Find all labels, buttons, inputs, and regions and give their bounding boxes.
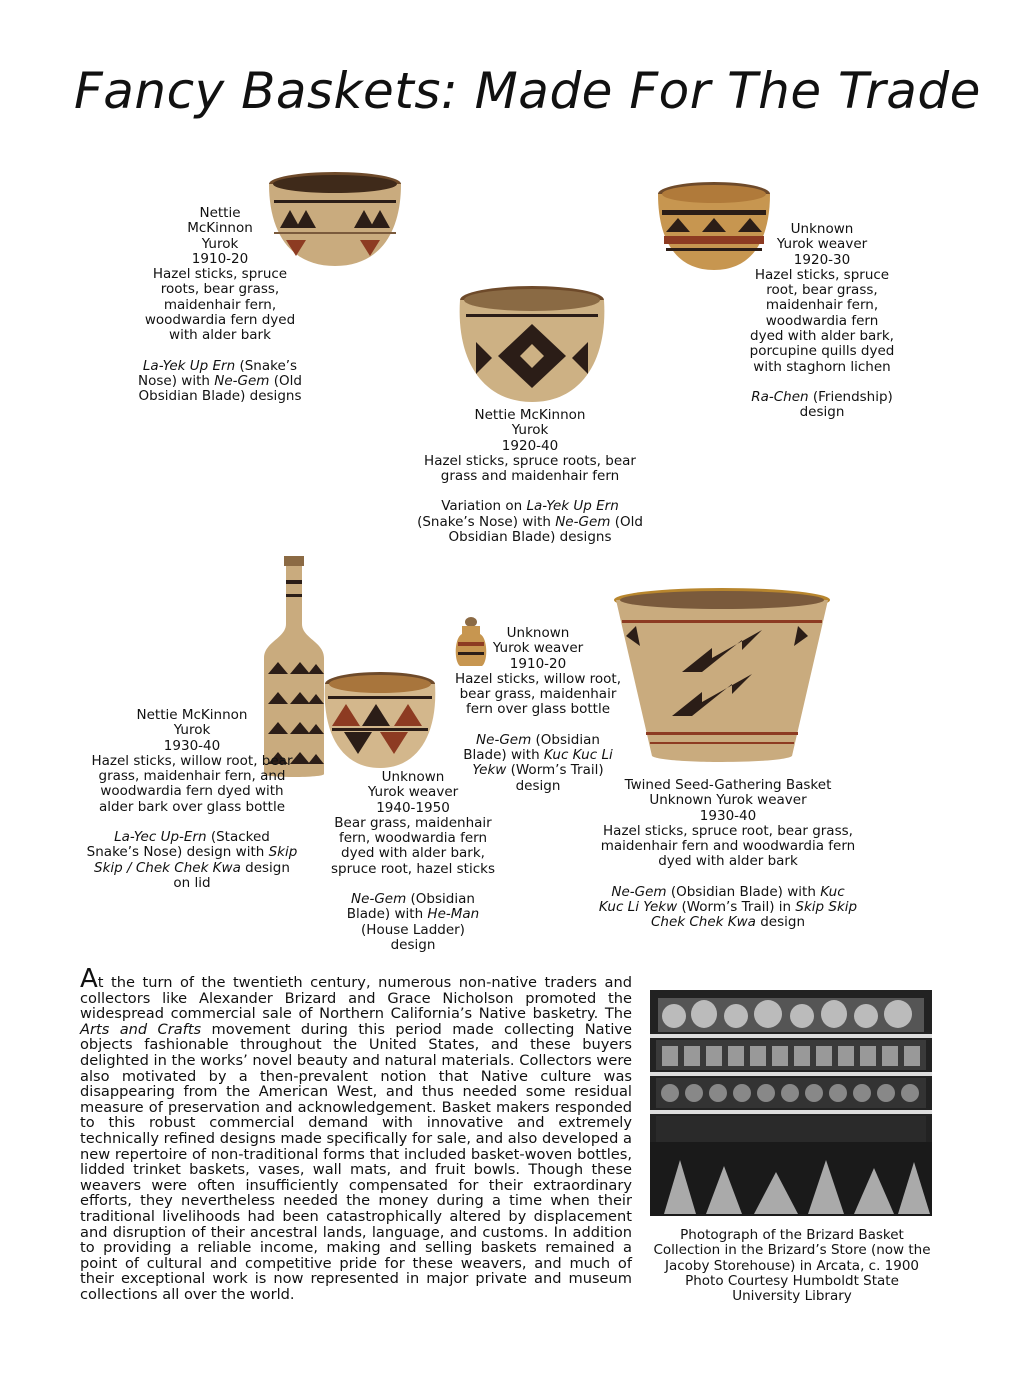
materials-line: with alder bark — [169, 327, 271, 344]
materials-line: Hazel sticks, spruce root, bear grass, — [603, 822, 853, 839]
design-line: (Snake’s Nose) with Ne-Gem (Old — [417, 513, 643, 530]
design-line: design — [390, 936, 436, 953]
caption-nettie-1910 — [120, 206, 320, 405]
tribe-line: Yurok weaver — [367, 784, 459, 801]
design-line: Ne-Gem (Obsidian — [351, 891, 475, 908]
materials-line: alder bark over glass bottle — [98, 798, 286, 815]
materials-line: grass, maidenhair fern, and — [98, 768, 286, 785]
materials-line: dyed with alder bark — [658, 853, 798, 870]
date-line: 1910-20 — [191, 250, 249, 267]
tribe-line: Yurok — [201, 235, 239, 252]
materials-line: Hazel sticks, willow root, — [454, 670, 622, 687]
page-title: Fancy Baskets: Made For The Trade — [74, 62, 981, 120]
design-line: on lid — [173, 874, 211, 891]
materials-line: fern over glass bottle — [465, 701, 611, 718]
date-line: 1940-1950 — [376, 799, 450, 816]
maker-line: McKinnon — [187, 220, 253, 237]
basket-seed-gathering — [612, 586, 832, 764]
design-line: Ne-Gem (Obsidian Blade) with Kuc — [611, 883, 845, 900]
photo-caption — [640, 1228, 944, 1304]
materials-line: dyed with alder bark, — [750, 328, 894, 345]
design-line: (House Ladder) — [361, 921, 465, 938]
design-line: Obsidian Blade) designs — [138, 388, 302, 405]
tribe-line: Yurok weaver — [776, 236, 868, 253]
maker-line: Unknown — [506, 625, 570, 641]
caption-seed-gathering — [590, 778, 866, 931]
design-line: Chek Chek Kwa design — [650, 914, 806, 931]
maker-line: Nettie McKinnon — [136, 707, 248, 723]
materials-line: woodwardia fern — [765, 312, 879, 329]
materials-line: porcupine quills dyed — [749, 343, 895, 360]
tribe-line: Yurok — [173, 722, 211, 739]
materials-line: woodwardia fern dyed with — [100, 783, 284, 800]
materials-line: with staghorn lichen — [753, 358, 891, 375]
design-line: Variation on La-Yek Up Ern — [441, 498, 619, 515]
caption-unknown-1910 — [448, 626, 628, 794]
design-line: design — [515, 777, 561, 794]
caption-unknown-1920 — [732, 222, 912, 421]
caption-nettie-1920 — [410, 408, 650, 545]
design-line: La-Yek Up Ern (Snake’s — [142, 357, 298, 374]
maker-line: Unknown — [381, 769, 445, 785]
date-line: 1920-30 — [793, 251, 851, 268]
design-line: Nose) with Ne-Gem (Old — [138, 372, 302, 389]
design-line: Snake’s Nose) design with Skip — [86, 844, 298, 861]
materials-line: Bear grass, maidenhair — [334, 814, 492, 831]
caption-unknown-1940 — [320, 770, 506, 953]
date-line: 1930-40 — [163, 737, 221, 754]
caption-nettie-1930 — [82, 708, 302, 891]
materials-line: spruce root, hazel sticks — [331, 860, 495, 877]
materials-line: Hazel sticks, willow root, bear — [91, 752, 293, 769]
materials-line: grass and maidenhair fern — [440, 468, 620, 485]
design-line: Ne-Gem (Obsidian — [476, 731, 600, 748]
brizard-store-photo — [650, 990, 932, 1216]
credit-line: Photo Courtesy Humboldt State — [685, 1272, 899, 1289]
materials-line: roots, bear grass, — [160, 281, 280, 298]
basket-bowl-unknown-1940 — [322, 670, 438, 770]
design-line: Blade) with He-Man — [346, 906, 480, 923]
date-line: 1930-40 — [699, 807, 757, 824]
materials-line: Hazel sticks, spruce — [754, 266, 890, 283]
drop-cap: A — [80, 964, 98, 994]
materials-line: maidenhair fern, — [163, 296, 277, 313]
materials-line: dyed with alder bark, — [341, 845, 485, 862]
design-line: Blade) with Kuc Kuc Li — [463, 747, 613, 764]
design-line: Ra-Chen (Friendship) — [751, 388, 893, 405]
date-line: 1920-40 — [501, 437, 559, 454]
design-line: Obsidian Blade) designs — [448, 529, 612, 546]
credit-line: University Library — [732, 1288, 852, 1305]
materials-line: woodwardia fern dyed — [144, 312, 296, 329]
tribe-line: Yurok — [511, 422, 549, 439]
maker-line: Nettie — [199, 205, 241, 221]
body-paragraph: At the turn of the twentieth century, numerous non-native traders and collectors like Alexander Brizard and Grace Nicholson promoted the widespread commercial sale of Northern California’s Native basketry. The Arts and Crafts movement during this period made collecting Native objects fashionable throughout the United States, and these buyers delighted in the works’ novel beauty and natural materials. Collectors were also motivated by a then-prevalent notion that Native culture was disappearing from the American West, and thus needed some residual measure of preservation and acknowledgement. Basket makers responded to this robust commercial demand with innovative and extremely technically refined designs made specifically for sale, and also developed a new repertoire of non-traditional forms that included basket-woven bottles, lidded trinket baskets, vases, wall mats, and fruit bowls. Though these weavers were often insufficiently compensated for their extraordinary efforts, they nevertheless needed the money during a time when their traditional livelihoods had been catastrophically altered by displacement and disruption of their ancestral lands, language, and customs. In addition to providing a reliable income, making and selling baskets remained a point of cultural and competitive pride for these weavers, and much of their exceptional work is now represented in major private and museum collections all over the world. — [80, 964, 632, 1303]
maker-line: Unknown — [790, 221, 854, 237]
caption-line: Collection in the Brizard’s Store (now the — [653, 1242, 931, 1259]
title-line: Twined Seed-Gathering Basket — [624, 777, 832, 793]
date-line: 1910-20 — [509, 655, 567, 672]
tribe-line: Yurok weaver — [492, 640, 584, 657]
materials-line: bear grass, maidenhair — [459, 686, 617, 703]
materials-line: maidenhair fern and woodwardia fern — [600, 838, 856, 855]
design-line: Yekw (Worm’s Trail) — [472, 762, 604, 779]
materials-line: root, bear grass, — [766, 282, 878, 299]
maker-line: Nettie McKinnon — [474, 407, 586, 423]
basket-bowl-nettie-1920 — [456, 284, 608, 404]
materials-line: Hazel sticks, spruce roots, bear — [424, 452, 636, 469]
materials-line: Hazel sticks, spruce — [152, 266, 288, 283]
caption-line: Photograph of the Brizard Basket — [680, 1227, 904, 1243]
materials-line: maidenhair fern, — [765, 297, 879, 314]
materials-line: fern, woodwardia fern — [338, 830, 488, 847]
maker-line: Unknown Yurok weaver — [649, 792, 807, 809]
design-line: design — [799, 404, 845, 421]
caption-line: Jacoby Storehouse) in Arcata, c. 1900 — [664, 1257, 920, 1274]
shelves-illustration — [650, 990, 932, 1216]
design-line: La-Yec Up-Ern (Stacked — [114, 829, 270, 846]
design-line: Skip / Chek Chek Kwa design — [94, 859, 290, 876]
design-line: Kuc Li Yekw (Worm’s Trail) in Skip Skip — [598, 899, 858, 916]
